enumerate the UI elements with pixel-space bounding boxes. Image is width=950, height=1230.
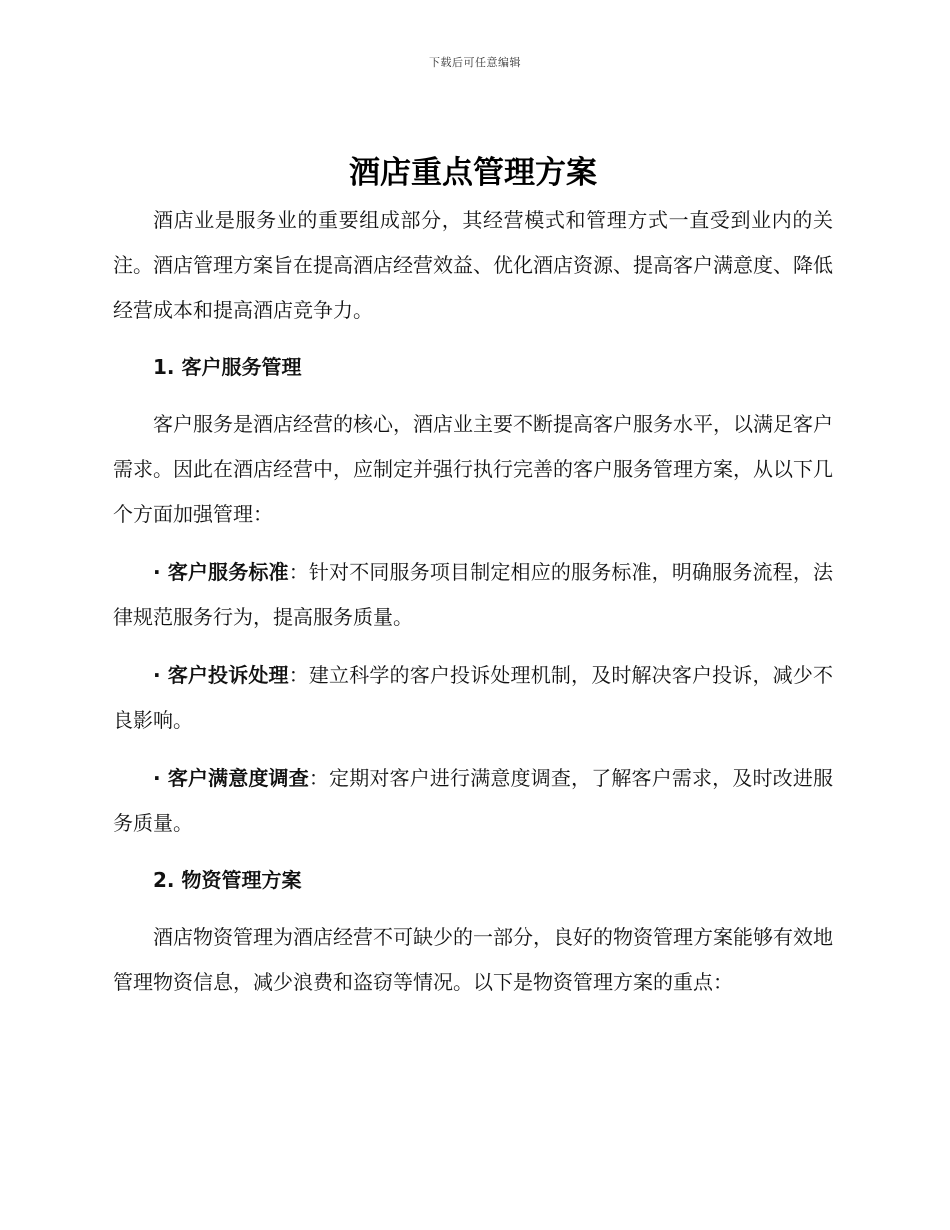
bullet-complaint-handling: [113, 653, 833, 743]
bullet-label: · 客户投诉处理: [153, 663, 289, 687]
bullet-text: ：建立科学的客户投诉处理机制，及时解决客户投诉，减少不良影响。: [113, 663, 834, 732]
header-note: 下载后可任意编辑: [429, 56, 521, 69]
intro-paragraph: 酒店业是服务业的重要组成部分，其经营模式和管理方式一直受到业内的关注。酒店管理方案旨在提高酒店经营效益、优化酒店资源、提高客户满意度、降低经营成本和提高酒店竞争力。: [113, 208, 833, 322]
bullet-satisfaction-survey: [113, 756, 833, 846]
document-body: [113, 148, 833, 1005]
customer-service-paragraph: 客户服务是酒店经营的核心，酒店业主要不断提高客户服务水平，以满足客户需求。因此在酒店经营中，应制定并强行执行完善的客户服务管理方案，从以下几个方面加强管理：: [113, 412, 833, 526]
bullet-label: · 客户满意度调查: [153, 766, 309, 790]
section-heading-materials: 2. 物资管理方案: [153, 868, 302, 892]
bullet-text: ：针对不同服务项目制定相应的服务标准，明确服务流程，法律规范服务行为，提高服务质量。: [113, 560, 834, 629]
bullet-text: ：定期对客户进行满意度调查，了解客户需求，及时改进服务质量。: [113, 766, 834, 835]
bullet-label: · 客户服务标准: [153, 560, 289, 584]
bullet-service-standards: [113, 550, 833, 640]
document-title: 酒店重点管理方案: [349, 155, 597, 191]
materials-paragraph: 酒店物资管理为酒店经营不可缺少的一部分，良好的物资管理方案能够有效地管理物资信息，减少浪费和盗窃等情况。以下是物资管理方案的重点：: [113, 925, 833, 994]
section-heading-customer-service: 1. 客户服务管理: [153, 355, 302, 379]
